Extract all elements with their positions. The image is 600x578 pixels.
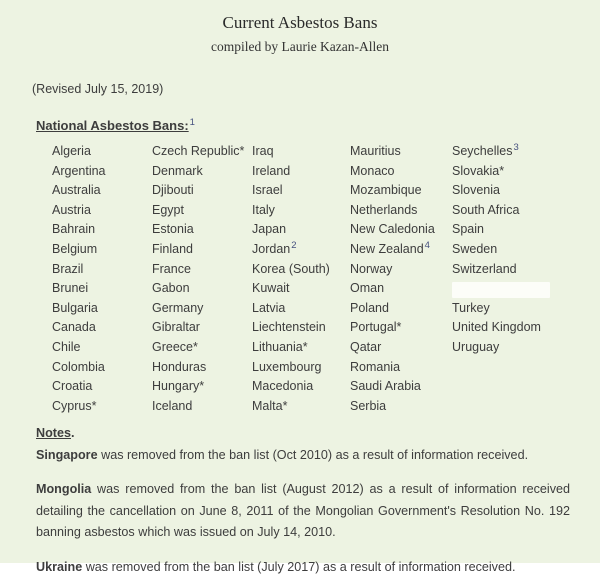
ban-list-column [350, 142, 452, 416]
note-country: Mongolia [36, 482, 92, 497]
note-country: Ukraine [36, 559, 83, 574]
country-item: Bahrain [52, 222, 96, 237]
country-item: Italy [252, 202, 275, 217]
country-item: Israel [252, 183, 283, 198]
country-item: Latvia [252, 300, 286, 315]
country-item: France [152, 261, 191, 276]
country-item: Cyprus* [52, 398, 97, 413]
country-item: Estonia [152, 222, 194, 237]
country-item: Hungary* [152, 379, 205, 394]
country-item: Turkey [452, 300, 490, 315]
country-item: Ireland [252, 163, 291, 178]
country-item: Seychelles$^3$ [452, 141, 519, 158]
country-item: Netherlands [350, 202, 418, 217]
country-item: New Zealand$^4$ [350, 239, 430, 256]
country-item: Korea (South) [252, 261, 330, 276]
country-item: Colombia [52, 359, 105, 374]
country-item: Belgium [52, 241, 98, 256]
notes-heading-suffix: . [71, 426, 75, 441]
ban-list [52, 142, 600, 416]
country-item: United Kingdom [452, 320, 541, 335]
country-item: Switzerland [452, 261, 517, 276]
country-item: Argentina [52, 163, 106, 178]
country-item: Brazil [52, 261, 84, 276]
country-item: Gibraltar [152, 320, 200, 335]
country-item: Slovakia* [452, 163, 505, 178]
revision-date: (Revised July 15, 2019) [32, 82, 164, 96]
country-item: Romania [350, 359, 401, 374]
country-item: Brunei [52, 281, 89, 296]
note-paragraph: Singapore was removed from the ban list (Oct 2010) as a result of information received. [36, 447, 529, 462]
note-paragraph: Mongolia was removed from the ban list (August 2012) as a result of information received detailing the cancellation on June 8, 2011 of the Mongolian Government's Resolution No. 192 banning asbestos which was issued on July 14, 2010. [36, 482, 570, 540]
country-item: Sweden [452, 241, 498, 256]
country-item: Mauritius [350, 144, 401, 158]
country-item: Japan [252, 222, 287, 237]
country-item: Bulgaria [52, 300, 98, 315]
country-item: Egypt [152, 202, 184, 217]
footnote-ref: 2 [291, 239, 297, 251]
country-item: Germany [152, 300, 204, 315]
country-item: Oman [350, 281, 385, 296]
redacted-entry [452, 279, 598, 299]
country-item: Australia [52, 183, 101, 198]
country-item: Iraq [252, 144, 274, 158]
country-item: Jordan$^2$ [252, 239, 297, 256]
country-item: Kuwait [252, 281, 290, 296]
country-item: Saudi Arabia [350, 379, 421, 394]
country-item: Qatar [350, 339, 382, 354]
country-item: Mozambique [350, 183, 422, 198]
ban-list-column [252, 142, 350, 416]
country-item: Canada [52, 320, 96, 335]
footnote-ref: 1 [189, 116, 195, 128]
country-item: Gabon [152, 281, 190, 296]
ban-list-column [52, 142, 152, 416]
country-item: Uruguay [452, 339, 500, 354]
country-item: Algeria [52, 144, 91, 158]
country-item: Honduras [152, 359, 207, 374]
country-item: Greece* [152, 339, 198, 354]
country-item: Czech Republic* [152, 144, 245, 158]
country-item: Austria [52, 202, 91, 217]
section-heading [36, 118, 600, 133]
country-item: Poland [350, 300, 389, 315]
country-item: Serbia [350, 398, 387, 413]
note-paragraph: Ukraine was removed from the ban list (July 2017) as a result of information received. [36, 559, 516, 574]
country-item: Liechtenstein [252, 320, 326, 335]
country-item: Denmark [152, 163, 203, 178]
notes-section [36, 423, 570, 578]
country-item: New Caledonia [350, 222, 435, 237]
country-item: Macedonia [252, 379, 314, 394]
footnote-ref: 3 [513, 141, 519, 153]
country-item: Spain [452, 222, 484, 237]
country-item: Croatia [52, 379, 93, 394]
country-item: Portugal* [350, 320, 402, 335]
notes-heading-label: Notes [36, 426, 71, 441]
country-item: South Africa [452, 202, 520, 217]
country-item: Luxembourg [252, 359, 322, 374]
note-country: Singapore [36, 447, 98, 462]
country-item: Chile [52, 339, 81, 354]
country-item: Norway [350, 261, 393, 276]
country-item: Lithuania* [252, 339, 308, 354]
ban-list-column [452, 142, 598, 416]
country-item: Djibouti [152, 183, 194, 198]
page-title: Current Asbestos Bans [222, 13, 378, 32]
country-item: Monaco [350, 163, 395, 178]
page-subtitle: compiled by Laurie Kazan-Allen [210, 39, 390, 54]
notes-heading [36, 423, 570, 445]
country-item: Slovenia [452, 183, 500, 198]
country-item: Iceland [152, 398, 193, 413]
ban-list-column [152, 142, 252, 416]
country-item: Malta* [252, 398, 288, 413]
country-item: Finland [152, 241, 193, 256]
notes-list [36, 445, 570, 578]
section-heading-label: National Asbestos Bans: [36, 118, 189, 133]
footnote-ref: 4 [424, 239, 430, 251]
redaction-box [452, 282, 550, 298]
